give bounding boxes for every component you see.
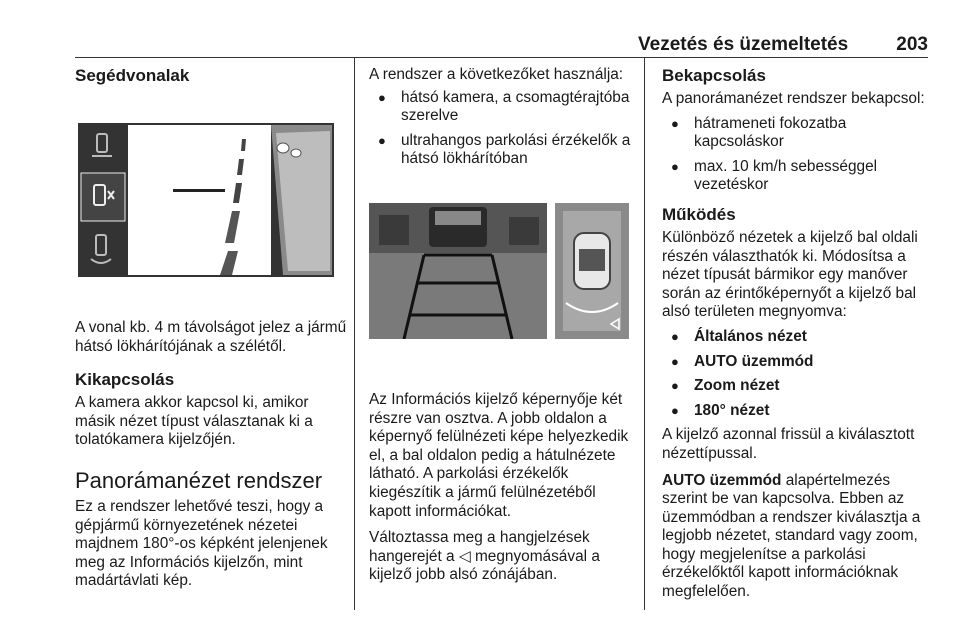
section-heading-panorama: Panorámanézet rendszer <box>75 467 323 493</box>
list-item: ● Zoom nézet <box>662 377 934 396</box>
display-text: Az Információs kijelző képernyője két részre van osztva. A jobb oldalon a képernyő felülnézeti képe helyezkedik el, a bal oldalon pedig a hátulnézete látható. A parkolási érzékelők kiegészítik a jármű felülnézetéből kapott információkat. <box>369 390 629 520</box>
panorama-display-figure <box>369 203 629 339</box>
guideline-text: A vonal kb. 4 m távolságot jelez a jármű hátsó lökhárítójának a szélétől. <box>75 319 347 355</box>
activation-list <box>662 115 934 195</box>
header-title: Vezetés és üzemeltetés <box>638 34 849 55</box>
list-item: ● AUTO üzemmód <box>662 353 934 372</box>
off-text: A kamera akkor kapcsol ki, amikor másik nézet típust választanak ki a tolatókamera kijelzőjén. <box>75 394 313 449</box>
section-heading-off: Kikapcsolás <box>75 370 175 390</box>
view-list <box>662 328 934 420</box>
column-1 <box>75 66 347 599</box>
header-rule <box>75 57 928 58</box>
refresh-text: A kijelző azonnal frissül a kiválasztott nézettípussal. <box>662 426 915 462</box>
camera-guideline-figure <box>78 123 334 277</box>
system-list <box>369 89 637 169</box>
section-heading-on: Bekapcsolás <box>662 66 766 85</box>
auto-mode-text: AUTO üzemmód alapértelmezés szerint be van kapcsolva. Ebben az üzemmódban a rendszer kiválasztja a legjobb nézetet, standard vagy zoom, hogy megjelenítse a parkolási érzékelőktől kapott információknak megfelelően. <box>662 471 921 601</box>
column-divider-1 <box>354 58 355 610</box>
volume-triangle-icon: ◁ <box>458 547 471 565</box>
list-item: ● max. 10 km/h sebességgel vezetéskor <box>662 158 934 195</box>
list-item: ● 180° nézet <box>662 402 934 421</box>
list-item: ● hátsó kamera, a csomagtérajtóba szerelve <box>369 89 637 126</box>
section-heading-guidelines: Segédvonalak <box>75 66 190 85</box>
panorama-text: Ez a rendszer lehetővé teszi, hogy a gépjármű környezetének nézetei majdnem 180°-os képként jelenjenek meg az Információs kijelzőn, mint madártávlati kép. <box>75 497 328 590</box>
on-intro: A panorámanézet rendszer bekapcsol: <box>662 90 925 107</box>
column-divider-2 <box>644 58 645 610</box>
list-item: ● hátrameneti fokozatba kapcsoláskor <box>662 115 934 152</box>
operation-text: Különböző nézetek a kijelző bal oldali részén választhatók ki. Módosítsa a nézet típusát bármikor egy manőver során az érintőképernyőt a kijelző bal alsó területen megnyomva: <box>662 228 918 321</box>
list-item: ● Általános nézet <box>662 328 934 347</box>
system-intro: A rendszer a következőket használja: <box>369 66 624 83</box>
volume-text: Változtassa meg a hangjelzések hangerejét a ◁ megnyomásával a kijelző jobb alsó zónájában. <box>369 529 600 584</box>
list-item: ● ultrahangos parkolási érzékelők a hátsó lökhárítóban <box>369 132 637 169</box>
section-heading-operation: Működés <box>662 204 736 224</box>
column-3 <box>662 66 934 610</box>
page-number: 203 <box>896 34 928 55</box>
column-2 <box>369 66 637 593</box>
